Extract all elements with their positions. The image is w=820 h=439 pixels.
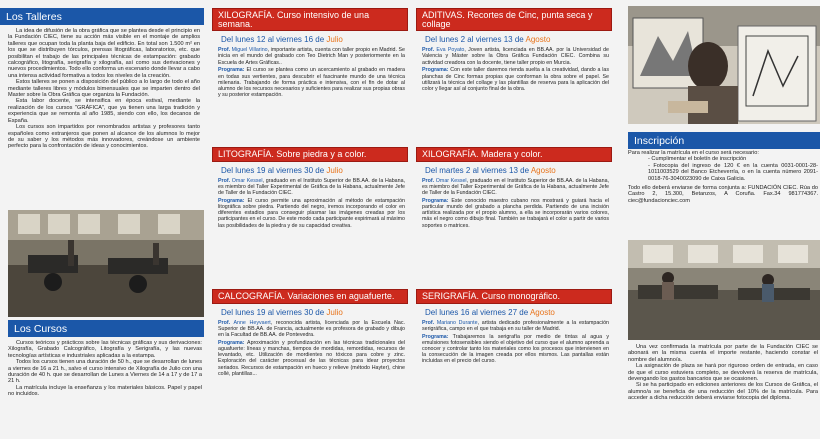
course-body: Prof. Mariano Durante, artista dedicado profesionalmente a la estampación serigráfica, campo en el que trabaja en su taller de Madrid. Programa: Trabajaremos la serigrafía por medio de tintas al agua y emulsiones fotosensibles siendo el objetivo del curso que el alumno aprenda a conocer y controlar tanto los materiales como los procesos que intervienen en la consecución de la imagen creada por ellos mismos. Las pantallas están incluidas en el precio del curso. <box>422 319 610 365</box>
workshop-photo-artist <box>628 6 820 124</box>
course-body: Prof. Omar Kessel, graduado en el Instituto Superior de BB.AA. de la Habana, es miembro del Taller Experimental de Gráfica de la Habana, actualmente Jefe de Taller de la Fundación CIEC. Programa: Este conocido maestro cubano nos mostrará y guiará hacia el particular mundo del grabado a plancha perdida. Partiendo de una incisión artística realizada por el propio alumno, a ella se incorporarán varios colores, más el negro como dibujo final. También se trabajará el color a partir de varios soportes o matrices. <box>422 177 609 229</box>
cursos-paragraph: Todos los cursos tienen una duración de 50 h., que se desarrollan de lunes a viernes de 16 a 21 h., salvo el curso intensivo de Xilografía de Julio con una duración de 40 h. que se desarrollan de Lunes a Viernes de 14 a 17 y de 17 a 21 h. <box>8 359 202 385</box>
course-dates: Del lunes 19 al viernes 30 de Julio <box>221 165 343 175</box>
cursos-paragraph: Cursos teóricos y prácticos sobre las técnicas gráficas y sus derivaciones: Xilografía, Grabado Calcográfico, Litografía y Serigrafía, y las nuevas tecnologías artísticas e industriales aplicadas a la estampa. <box>8 340 202 359</box>
column-courses-a <box>208 0 408 439</box>
talleres-heading: Los Talleres <box>0 8 204 25</box>
column-courses-b <box>412 0 612 439</box>
professor-name: Mariano Durante <box>436 319 478 326</box>
professor-name: Omar Kessel <box>435 177 467 184</box>
course-title: XILOGRAFÍA. Curso intensivo de una semana. <box>212 8 408 31</box>
course-card <box>212 8 408 100</box>
course-body: Prof. Miguel Villarino, importante artista, cuenta con taller propio en Madrid. Se inicia en el mundo del grabado con Teo Dietrich Man y posteriormente en la Escuela de Artes Gráficas.. Programa: El curso se plantea como un acercamiento al grabado en madera en todas sus vertientes, para descubrir el fascinante mundo de una técnica milenaria. Trabajando de forma práctica e intensiva, con el fin de dotar al alumno de los recursos necesarios y suficientes para realizar sus propias obras y su posterior estampación. <box>218 47 405 99</box>
inscripcion-item: - Cumplimentar el boletín de inscripción <box>648 156 747 163</box>
cursos-text <box>8 340 202 398</box>
cursos-paragraph: La matrícula incluye la enseñanza y los materiales básicos. Papel y papel no incluidos. <box>8 384 202 398</box>
inscripcion-heading: Inscripción <box>628 132 820 149</box>
course-body: Prof. Eva Poyato, Joven artista, licenciada en BB.AA. por la Universidad de Valencia y Máster sobre la Obra Gráfica Fundación CIEC. Combina su actividad creadora con la docente, tiene taller propio en Murcia. Programa: Con este taller daremos rienda suelta a la creatividad, dando a las planchas de Cinc formas propias que conforman la obra sobre el papel. Se utilizará la técnica del collage y las plantillas de reserva para la aplicación del color y llegar así al conjunto final de la obra. <box>422 47 609 92</box>
course-title: CALCOGRAFÍA. Variaciones en aguafuerte. <box>212 289 408 304</box>
inscripcion-text <box>628 150 818 204</box>
talleres-paragraph: Los cursos son impartidos por renombrados artistas y profesores tanto españoles como extranjeros que ponen al alcance de los alumnos lo mejor de su saber y los métodos más innovadores, creándose un ambiente perfecto para la confrontación de ideas y conocimientos. <box>8 124 200 150</box>
column-talleres <box>0 0 204 439</box>
inscripcion-note: Si se ha participado en ediciones anteriores de los Cursos de Gráfica, el alumno/a se beneficia de una reducción del 10% de la matrícula. Para acceder a dicha reducción deberá enviarse fotocopia del diploma. <box>628 382 818 402</box>
professor-name: Omar Kessel <box>231 177 263 184</box>
course-title: XILOGRAFÍA. Madera y color. <box>416 147 612 162</box>
cursos-heading: Los Cursos <box>8 320 204 337</box>
inscripcion-address: Todo ello deberá enviarse de forma conjunta a: FUNDACIÓN CIEC. Rúa do Castro 2, 15.300, Betanzos, A Coruña. Fax.34 981774367. ciec@fundacionciec.com <box>628 185 818 204</box>
workshop-photo-students <box>628 240 820 340</box>
course-body: Prof. Anne Heyvaert, reconocida artista, licenciada por la Escuela Nac. Superior de BB.AA. de Francia, actualmente es profesora de grabado y dibujo en la Facultad de BB.AA. de Pontevedra. Programa: Aproximación y profundización en las técnicas tradicionales del aguafuerte: líneas y manchas, tiempos de mordidas, remordidas, recursos de levantado, etc. Utilización de mordientes no tóxicos para cobre y zinc. Exploración del carácter procesual de las técnicas para idear proyectos seriados. Recursos de estampación en hueco y relieve (método Hayter), chine collé, plantillas... <box>218 319 405 377</box>
inscripcion-notes <box>628 344 818 402</box>
course-card <box>416 8 612 94</box>
column-inscripcion <box>616 0 820 439</box>
talleres-text <box>0 25 204 150</box>
inscripcion-note: Una vez confirmada la matrícula por parte de la Fundación CIEC se abonará en la misma cuenta el importe restante, haciendo constar el nombre del alumno/a. <box>628 344 818 363</box>
course-dates: Del lunes 2 al viernes 13 de Agosto <box>425 35 551 45</box>
course-card <box>212 147 408 230</box>
inscripcion-note: La asignación de plaza se hará por riguroso orden de entrada, en caso de que el curso estuviera completo, se devolverá la reserva de matrícula, devengando los gastos bancarios que se ocasionen. <box>628 363 818 383</box>
course-title: ADITIVAS. Recortes de Cinc, punta seca y collage <box>416 8 612 31</box>
course-card <box>416 147 612 230</box>
course-card <box>212 289 408 378</box>
course-title: SERIGRAFÍA. Curso monográfico. <box>416 289 612 304</box>
course-dates: Del lunes 19 al viernes 30 de Julio <box>221 307 343 317</box>
course-dates: Del lunes 16 al viernes 27 de Agosto <box>425 307 555 317</box>
course-title: LITOGRAFÍA. Sobre piedra y a color. <box>212 147 408 162</box>
course-dates: Del martes 2 al viernes 13 de Agosto <box>425 165 556 175</box>
professor-name: Eva Poyato <box>436 47 465 54</box>
course-body: Prof. Omar Kessel, graduado en el Instituto Superior de BB.AA. de la Habana, es miembro del Taller Experimental de Gráfica de la Habana, actualmente Jefe de Taller de la Fundación CIEC. Programa: El curso permite una aproximación al método de estampación litográfica sobre piedra. Partiendo del negro, iremos incorporando el color en diferentes estadios para conseguir plasmar las imágenes creadas por los participantes en el curso. De este modo cada participante expirimará al máximo las posibilidades de la piedra y de su capacidad creativa. <box>218 177 405 229</box>
professor-name: Miguel Villarino <box>231 47 268 54</box>
workshop-photo-print-room <box>8 210 204 317</box>
talleres-paragraph: Esta labor docente, se intensifica en época estival, mediante la realización de los cursos "GRÁFICA", que ya tienen una larga tradición y experiencia que se remonta al año 1985, siendo con ello, los decanos de España. <box>8 98 200 124</box>
course-card <box>416 289 612 366</box>
inscripcion-intro: Para realizar la matrícula en el curso será necesario: <box>628 150 759 156</box>
talleres-paragraph: La idea de difusión de la obra gráfica que se plantea desde el principio en la Fundación CIEC, tiene su acción más visible en el montaje de amplios talleres que ocupan toda la planta baja del edificio. En total son 1.500 m² en los que se distribuyen tórculos, prensas litográficas, laboratorios, etc. que posibilitan el trabajo de las principales técnicas de estampación: grabado calcográfico, litografía, serigrafía y xilografía, así como sus derivaciones y nuevos procedimientos. Todo ello conforma un escenario donde llevar a cabo una intensa actividad formativa a todos los niveles de la creación. <box>8 28 200 79</box>
talleres-paragraph: Estos talleres se ponen a disposición del público a lo largo de todo el año mediante talleres libres y módulos bimensuales que se imparten dentro del Master sobre la Obra Gráfica que organiza la Fundación. <box>8 79 200 99</box>
professor-name: Anne Heyvaert <box>233 319 271 326</box>
inscripcion-item: - Fotocopia del ingreso de 120 € en la cuenta 0031-0001-28-1011003529 del Banco Etcheverría, o en la cuenta número 2091-0018-76-3040023090 de Caixa Galicia. <box>648 162 818 182</box>
course-dates: Del lunes 12 al viernes 16 de Julio <box>221 35 343 45</box>
